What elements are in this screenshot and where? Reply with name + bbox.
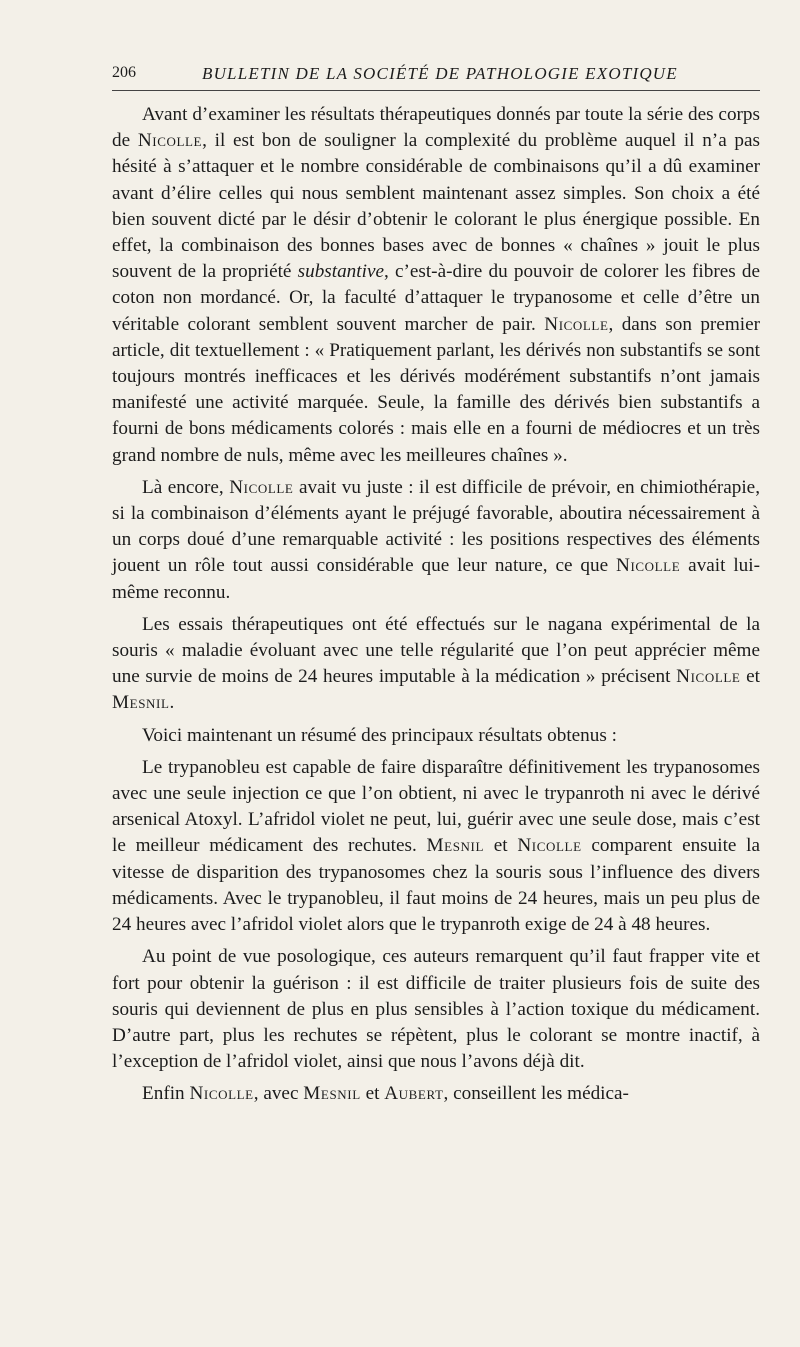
paragraph-2 bbox=[112, 475, 760, 606]
text-run: . bbox=[169, 692, 175, 714]
author-name-nicolle: Nicolle bbox=[676, 666, 741, 688]
author-name-aubert: Aubert bbox=[384, 1083, 444, 1105]
text-run: Le trypanobleu est capable de faire disparaître définitivement les trypanosomes avec une seule injection ce que l’on obtient, ni avec le trypanroth ni avec le dérivé arsenical Atoxyl. L’afridol violet ne peut, lui, guérir avec une seule dose, mais c’est le meilleur médicament des rechutes. bbox=[112, 756, 760, 857]
text-run: , conseillent les médica- bbox=[443, 1083, 629, 1105]
text-run: Là encore, bbox=[142, 476, 230, 498]
author-name-mesnil: Mesnil bbox=[303, 1083, 361, 1105]
paragraph-3 bbox=[112, 612, 760, 717]
text-run: et bbox=[740, 666, 760, 688]
paragraph-6: Au point de vue posologique, ces auteurs remarquent qu’il faut frapper vite et fort pour obtenir la guérison : il est difficile de traiter plusieurs fois de suite des souris qui deviennent de plus en plus sensibles à l’action toxique du médicament. D’autre part, plus les rechutes se répètent, plus le colorant se montre inactif, à l’exception de l’afridol violet, ainsi que nous l’avons déjà dit. bbox=[112, 946, 760, 1073]
author-name-nicolle: Nicolle bbox=[517, 835, 582, 857]
text-run: et bbox=[484, 835, 518, 857]
paragraph-1 bbox=[112, 102, 760, 469]
text-run: , il est bon de souligner la complexité du problème auquel il n’a pas hésité à s’attaquer et le nombre considérable de combinaisons qu’il a dû examiner avant d’élire celles qui nous semblent maintenant assez simples. Son choix a été bien souvent dicté par le désir d’obtenir le colorant le plus énergique possible. En effet, la combinaison des bonnes bases avec de bonnes « chaînes » jouit le plus souvent de la propriété bbox=[112, 130, 760, 283]
running-title: BULLETIN DE LA SOCIÉTÉ DE PATHOLOGIE EXOTIQUE bbox=[202, 64, 678, 83]
text-run: et bbox=[360, 1083, 385, 1105]
paragraph-7 bbox=[112, 1081, 760, 1107]
paragraph-5 bbox=[112, 755, 760, 938]
author-name-mesnil: Mesnil bbox=[112, 692, 170, 714]
article-body bbox=[112, 102, 760, 1114]
author-name-nicolle: Nicolle bbox=[616, 555, 681, 577]
text-run: avait lui-même reconnu. bbox=[112, 555, 761, 603]
page-number: 206 bbox=[112, 64, 136, 81]
text-run: comparent ensuite la vitesse de disparition des trypanosomes chez la souris sous l’influence des divers médicaments. Avec le trypanobleu, il faut moins de 24 heures, mais un peu plus de 24 heures avec l’afridol violet alors que le trypanroth exige de 24 à 48 heures. bbox=[112, 835, 760, 936]
author-name-nicolle: Nicolle bbox=[544, 313, 609, 335]
author-name-nicolle: Nicolle bbox=[137, 130, 203, 152]
text-run: Les essais thérapeutiques ont été effectués sur le nagana expérimental de la souris « maladie évoluant avec une telle régularité que l’on peut apprécier même une survie de moins de 24 heures imputable à la médication » précisent bbox=[112, 613, 760, 688]
text-run: , c’est-à-dire du pouvoir de colorer les fibres de coton non mordancé. Or, la faculté d’attaquer le trypanosome et celle d’être un véritable colorant semblent souvent marcher de pair. bbox=[112, 261, 761, 335]
text-run: Enfin bbox=[142, 1083, 190, 1105]
text-run: , avec bbox=[253, 1083, 304, 1105]
italic-term: substantive bbox=[297, 261, 384, 283]
text-run: Avant d’examiner les résultats thérapeutiques donnés par toute la série des corps de bbox=[112, 104, 760, 152]
author-name-nicolle: Nicolle bbox=[229, 476, 294, 498]
text-run: avait vu juste : il est difficile de prévoir, en chimiothérapie, si la combinaison d’éléments ayant le préjugé favorable, aboutira nécessairement à un corps doué d’une remarquable activité : les positions respectives des éléments jouent un rôle tout aussi considérable que leur nature, ce que bbox=[112, 476, 760, 577]
author-name-nicolle: Nicolle bbox=[189, 1083, 254, 1105]
paragraph-4: Voici maintenant un résumé des principaux résultats obtenus : bbox=[142, 724, 617, 746]
author-name-mesnil: Mesnil bbox=[426, 835, 485, 857]
text-run: , dans son premier article, dit textuellement : « Pratiquement parlant, les dérivés non substantifs se sont toujours montrés inefficaces et les dérivés modérément substantifs n’ont jamais manifesté une activité marquée. Seule, la famille des dérivés bien substantifs a fourni de bons médicaments colorés : mais elle en a fourni de médiocres et un très grand nombre de nuls, même avec les meilleures chaînes ». bbox=[112, 313, 760, 466]
page-header bbox=[112, 60, 760, 91]
